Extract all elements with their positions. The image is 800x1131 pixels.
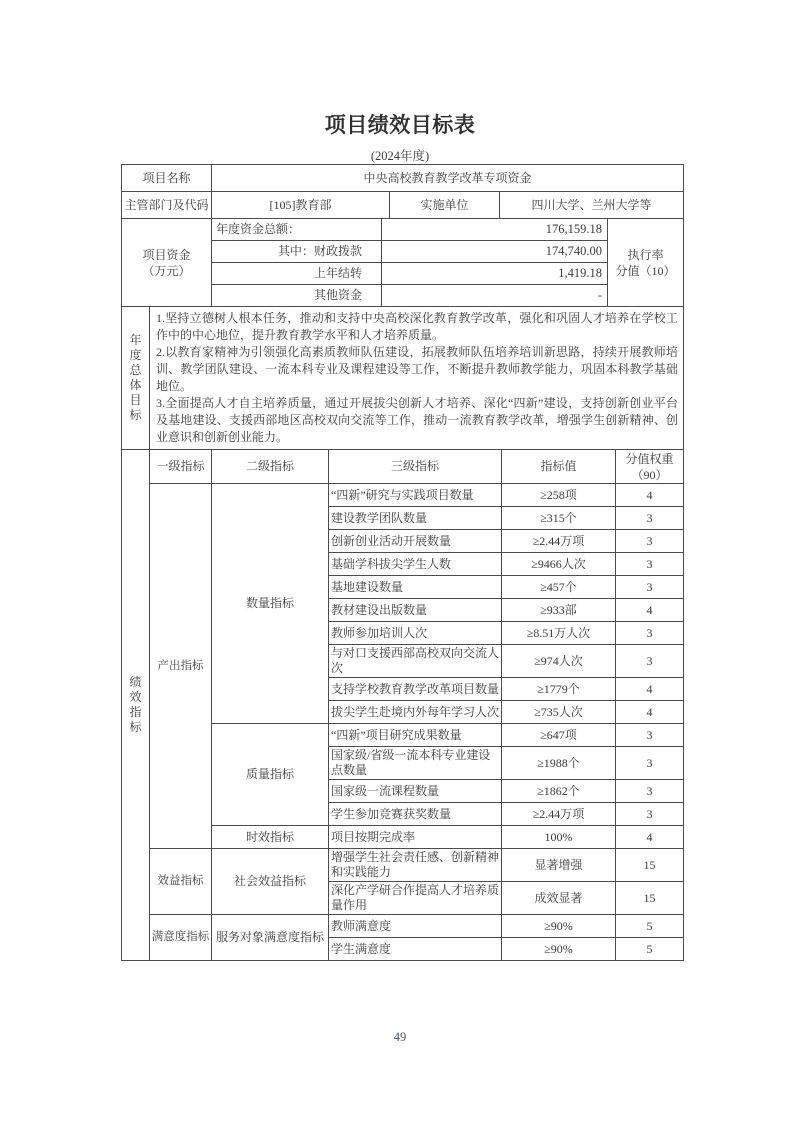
indicator-name-cell: 支持学校教育教学改革项目数量 bbox=[329, 678, 502, 701]
funding-row-label-cell: 其他资金 bbox=[212, 285, 382, 307]
page-number: 49 bbox=[393, 1030, 407, 1044]
level3-header-cell: 三级指标 bbox=[329, 450, 502, 484]
indicator-name-cell: 拔尖学生赴境内外每年学习人次 bbox=[329, 701, 502, 724]
indicator-weight-cell: 3 bbox=[616, 622, 684, 645]
indicator-value-cell: ≥933部 bbox=[502, 599, 616, 622]
impl-unit-label-cell: 实施单位 bbox=[390, 192, 500, 219]
indicator-name-cell: 国家级一流课程数量 bbox=[329, 780, 502, 803]
indicator-value-cell: ≥315个 bbox=[502, 507, 616, 530]
indicator-value-cell: ≥8.51万人次 bbox=[502, 622, 616, 645]
annual-goal-text-cell bbox=[150, 307, 684, 450]
indicator-weight-cell: 3 bbox=[616, 780, 684, 803]
indicator-name-cell: 建设教学团队数量 bbox=[329, 507, 502, 530]
indicator-value-cell: ≥9466人次 bbox=[502, 553, 616, 576]
project-name-value-cell: 中央高校教育教学改革专项资金 bbox=[212, 165, 684, 192]
value-header-cell: 指标值 bbox=[502, 450, 616, 484]
page-subtitle: (2024年度) bbox=[370, 149, 430, 163]
indicator-weight-cell: 4 bbox=[616, 484, 684, 507]
indicator-value-cell: 显著增强 bbox=[502, 849, 616, 882]
indicator-row bbox=[122, 849, 684, 882]
annual-goal-table bbox=[121, 306, 684, 450]
indicator-weight-cell: 3 bbox=[616, 530, 684, 553]
indicator-value-cell: 100% bbox=[502, 826, 616, 849]
funding-row-value-cell: 1,419.18 bbox=[382, 263, 608, 285]
indicators-side-cell bbox=[122, 450, 150, 961]
indicator-weight-cell: 4 bbox=[616, 701, 684, 724]
level1-label-cell: 产出指标 bbox=[150, 484, 212, 849]
level2-label-cell: 时效指标 bbox=[212, 826, 329, 849]
indicator-value-cell: ≥1862个 bbox=[502, 780, 616, 803]
dept-code-row bbox=[122, 192, 684, 219]
indicator-name-cell: 深化产学研合作提高人才培养质量作用 bbox=[329, 882, 502, 915]
indicator-weight-cell: 3 bbox=[616, 747, 684, 780]
indicator-value-cell: ≥258项 bbox=[502, 484, 616, 507]
weight-header-cell bbox=[616, 450, 684, 484]
dept-code-value-cell: [105]教育部 bbox=[212, 192, 390, 219]
indicator-weight-cell: 15 bbox=[616, 849, 684, 882]
indicator-weight-cell: 3 bbox=[616, 724, 684, 747]
indicator-value-cell: ≥1779个 bbox=[502, 678, 616, 701]
indicator-weight-cell: 5 bbox=[616, 915, 684, 938]
indicators-side-label: 绩效指标 bbox=[129, 675, 142, 734]
goal-paragraph: 3.全面提高人才自主培养质量，通过开展拔尖创新人才培养、深化“四新”建设，支持创新创业平台及基地建设、支援西部地区高校双向交流等工作，推动一流教育教学改革，增强学生创新精神、创业意识和创新创业能力。 bbox=[156, 396, 678, 444]
indicator-weight-cell: 4 bbox=[616, 599, 684, 622]
indicator-name-cell: 项目按期完成率 bbox=[329, 826, 502, 849]
basic-info-table bbox=[121, 164, 684, 307]
level2-header-cell: 二级指标 bbox=[212, 450, 329, 484]
goal-paragraph: 1.坚持立德树人根本任务，推动和支持中央高校深化教育教学改革，强化和巩固人才培养在学校工作中的中心地位，提升教育教学水平和人才培养质量。 bbox=[156, 311, 678, 342]
dept-code-label-cell: 主管部门及代码 bbox=[122, 192, 212, 219]
indicator-name-cell: 基地建设数量 bbox=[329, 576, 502, 599]
indicator-weight-cell: 5 bbox=[616, 938, 684, 961]
indicator-value-cell: ≥974人次 bbox=[502, 645, 616, 678]
indicator-name-cell: 学生参加竞赛获奖数量 bbox=[329, 803, 502, 826]
indicators-table bbox=[121, 449, 684, 961]
indicator-value-cell: ≥2.44万项 bbox=[502, 530, 616, 553]
page-title: 项目绩效目标表 bbox=[324, 114, 476, 137]
funding-label-cell bbox=[122, 219, 212, 307]
funding-label-line2: （万元） bbox=[142, 263, 191, 278]
level2-label-cell: 质量指标 bbox=[212, 724, 329, 826]
indicator-name-cell: 教材建设出版数量 bbox=[329, 599, 502, 622]
annual-goal-row bbox=[122, 307, 684, 450]
annual-goal-side-label: 年度总体目标 bbox=[129, 333, 142, 422]
level2-label-cell: 数量指标 bbox=[212, 484, 329, 724]
indicator-name-cell: 教师满意度 bbox=[329, 915, 502, 938]
indicator-weight-cell: 3 bbox=[616, 803, 684, 826]
indicator-weight-cell: 4 bbox=[616, 826, 684, 849]
indicator-value-cell: ≥457个 bbox=[502, 576, 616, 599]
indicator-name-cell: 教师参加培训人次 bbox=[329, 622, 502, 645]
indicator-row bbox=[122, 484, 684, 507]
indicator-weight-cell: 3 bbox=[616, 645, 684, 678]
indicator-name-cell: 基础学科拔尖学生人数 bbox=[329, 553, 502, 576]
funding-row-label-cell: 其中：财政拨款 bbox=[212, 241, 382, 263]
funding-label-line1: 项目资金 bbox=[142, 247, 191, 262]
impl-unit-value-cell: 四川大学、兰州大学等 bbox=[500, 192, 684, 219]
execution-rate-line1: 执行率 bbox=[627, 247, 664, 262]
indicator-value-cell: ≥90% bbox=[502, 938, 616, 961]
indicator-name-cell: 增强学生社会责任感、创新精神和实践能力 bbox=[329, 849, 502, 882]
level2-label-cell: 社会效益指标 bbox=[212, 849, 329, 915]
funding-row-value-cell: - bbox=[382, 285, 608, 307]
indicator-value-cell: 成效显著 bbox=[502, 882, 616, 915]
indicator-value-cell: ≥735人次 bbox=[502, 701, 616, 724]
execution-rate-line2: 分值（10） bbox=[615, 263, 676, 278]
weight-header-line1: 分值权重 bbox=[625, 451, 674, 466]
indicator-name-cell: “四新”研究与实践项目数量 bbox=[329, 484, 502, 507]
indicator-name-cell: 创新创业活动开展数量 bbox=[329, 530, 502, 553]
indicator-value-cell: ≥90% bbox=[502, 915, 616, 938]
indicator-weight-cell: 3 bbox=[616, 553, 684, 576]
funding-row bbox=[122, 219, 684, 241]
indicator-weight-cell: 3 bbox=[616, 576, 684, 599]
indicator-weight-cell: 3 bbox=[616, 507, 684, 530]
indicator-weight-cell: 4 bbox=[616, 678, 684, 701]
level1-label-cell: 效益指标 bbox=[150, 849, 212, 915]
funding-row-value-cell: 176,159.18 bbox=[382, 219, 608, 241]
indicator-name-cell: 与对口支援西部高校双向交流人次 bbox=[329, 645, 502, 678]
performance-target-table bbox=[121, 164, 683, 961]
indicator-weight-cell: 15 bbox=[616, 882, 684, 915]
level2-label-cell: 服务对象满意度指标 bbox=[212, 915, 329, 961]
indicator-name-cell: 国家级/省级一流本科专业建设点数量 bbox=[329, 747, 502, 780]
indicator-name-cell: “四新”项目研究成果数量 bbox=[329, 724, 502, 747]
indicator-value-cell: ≥1988个 bbox=[502, 747, 616, 780]
funding-row-label-cell: 年度资金总额： bbox=[212, 219, 382, 241]
annual-goal-side-cell bbox=[122, 307, 150, 450]
indicators-header-row bbox=[122, 450, 684, 484]
execution-rate-score-cell bbox=[608, 219, 684, 307]
project-name-label-cell: 项目名称 bbox=[122, 165, 212, 192]
project-name-row bbox=[122, 165, 684, 192]
level1-header-cell: 一级指标 bbox=[150, 450, 212, 484]
funding-row-value-cell: 174,740.00 bbox=[382, 241, 608, 263]
indicator-name-cell: 学生满意度 bbox=[329, 938, 502, 961]
funding-row-label-cell: 上年结转 bbox=[212, 263, 382, 285]
weight-header-line2: （90） bbox=[631, 467, 668, 482]
indicator-value-cell: ≥2.44万项 bbox=[502, 803, 616, 826]
goal-paragraph: 2.以教育家精神为引领强化高素质教师队伍建设，拓展教师队伍培养培训新思路，持续开展教师培训、教学团队建设、一流本科专业及课程建设等工作，不断提升教师教学能力，巩固本科教学基础地位。 bbox=[156, 345, 678, 393]
level1-label-cell: 满意度指标 bbox=[150, 915, 212, 961]
indicator-row bbox=[122, 915, 684, 938]
indicator-value-cell: ≥647项 bbox=[502, 724, 616, 747]
